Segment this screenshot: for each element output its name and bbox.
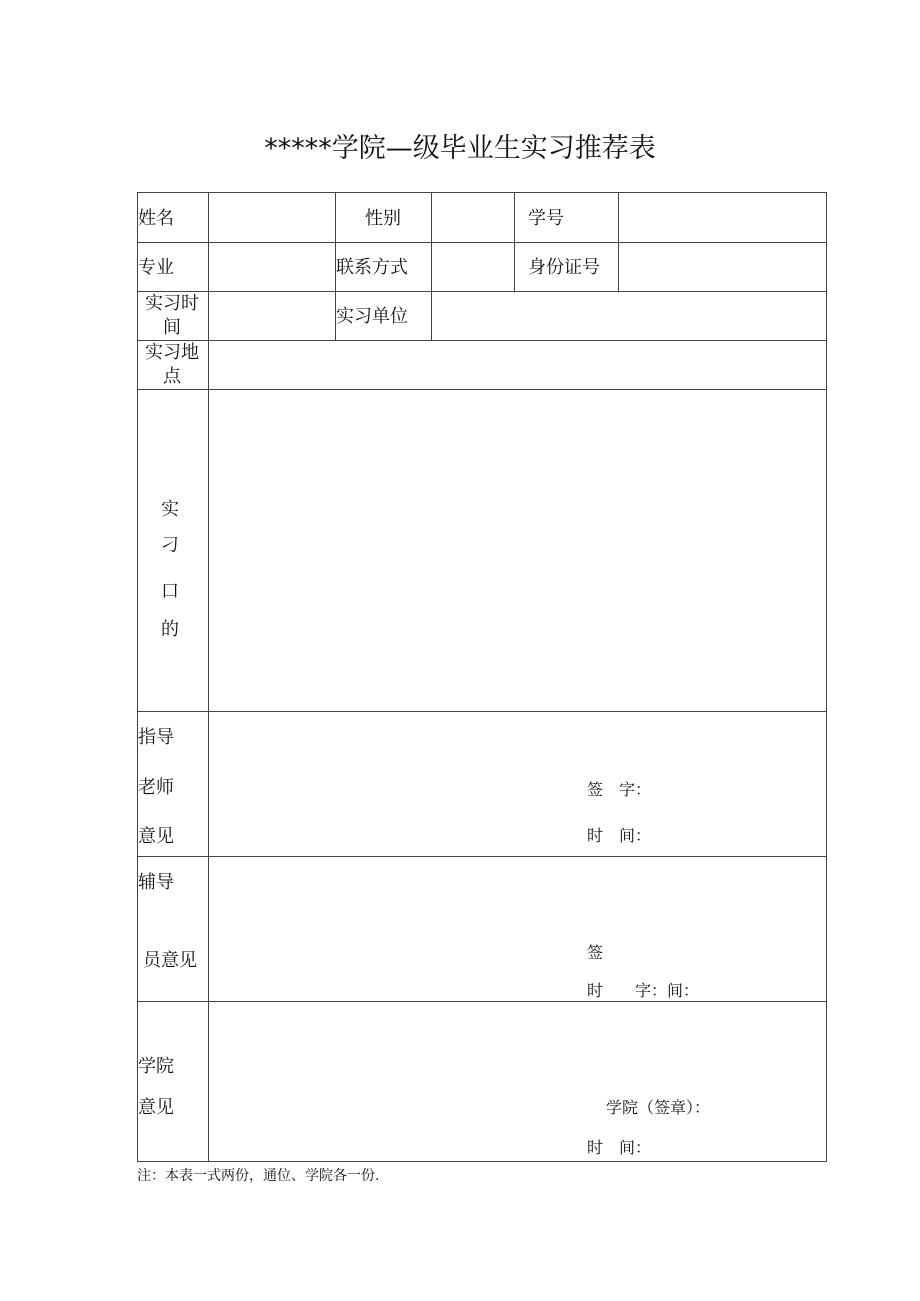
label-purpose: 刁 bbox=[161, 535, 179, 556]
label-purpose: 实 bbox=[161, 499, 179, 520]
advisor-opinion-field[interactable] bbox=[209, 712, 826, 856]
col-divider bbox=[514, 192, 515, 291]
label-period: 实习时 bbox=[145, 293, 199, 314]
advisor-time: 时 间： bbox=[587, 826, 652, 845]
label-major: 专业 bbox=[138, 257, 174, 278]
college-opinion-field[interactable] bbox=[209, 1002, 826, 1161]
label-contact: 联系方式 bbox=[336, 257, 408, 278]
counselor-signature: 签 bbox=[587, 943, 604, 962]
form-title: *****学院—级毕业生实习推荐表 bbox=[264, 133, 656, 164]
label-gender: 性别 bbox=[365, 208, 401, 229]
label-purpose: 口 bbox=[161, 581, 179, 602]
label-purpose: 的 bbox=[161, 619, 179, 640]
student-id-field[interactable] bbox=[619, 193, 826, 242]
label-place-2: 点 bbox=[163, 366, 181, 387]
label-advisor: 老师 bbox=[138, 777, 174, 798]
period-field[interactable] bbox=[209, 292, 335, 340]
id-card-field[interactable] bbox=[619, 243, 826, 291]
label-advisor: 指导 bbox=[138, 727, 174, 748]
unit-field[interactable] bbox=[432, 292, 826, 340]
table-border bbox=[137, 192, 138, 1162]
label-advisor: 意见 bbox=[138, 826, 174, 847]
major-field[interactable] bbox=[209, 243, 335, 291]
counselor-opinion-field[interactable] bbox=[209, 857, 826, 1001]
college-seal: 学院（签章）： bbox=[606, 1098, 711, 1117]
college-time: 时 间： bbox=[587, 1138, 652, 1157]
table-border bbox=[137, 1161, 827, 1162]
footnote: 注：本表一式两份，通位、学院各一份. bbox=[137, 1168, 380, 1184]
label-counselor: 辅导 bbox=[138, 872, 174, 893]
label-place: 实习地 bbox=[145, 342, 199, 363]
table-border bbox=[826, 192, 827, 1162]
label-student-id: 学号 bbox=[528, 208, 564, 229]
counselor-time: 时 字：间： bbox=[587, 981, 700, 1000]
label-counselor-2: 员意见 bbox=[143, 950, 197, 971]
advisor-signature: 签 字： bbox=[587, 780, 652, 799]
place-field[interactable] bbox=[209, 341, 826, 389]
label-unit: 实习单位 bbox=[336, 306, 408, 327]
label-id-card: 身份证号 bbox=[528, 257, 600, 278]
label-college: 学院 bbox=[138, 1056, 174, 1077]
label-name: 姓名 bbox=[138, 208, 174, 229]
label-college: 意见 bbox=[138, 1097, 174, 1118]
name-field[interactable] bbox=[209, 193, 335, 242]
gender-field[interactable] bbox=[432, 193, 514, 242]
purpose-field[interactable] bbox=[209, 390, 826, 711]
contact-field[interactable] bbox=[432, 243, 514, 291]
label-period-2: 间 bbox=[163, 317, 181, 338]
